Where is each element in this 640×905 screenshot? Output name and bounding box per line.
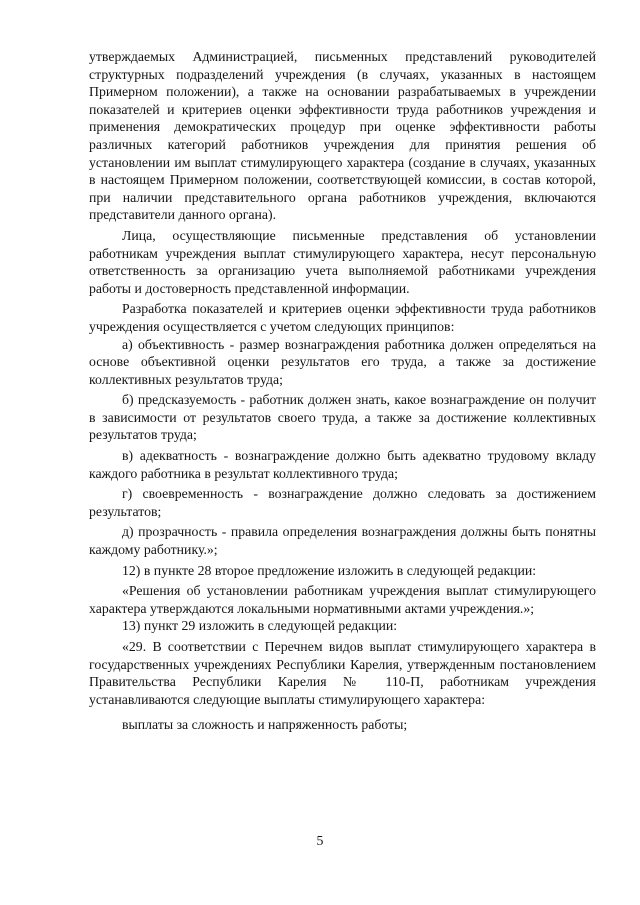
list-item-predictability: б) предсказуемость - работник должен знать, какое вознаграждение он получит в зависимости от результатов своего труда, а также за достижение коллективных результатов труда; xyxy=(89,392,596,443)
paragraph-item-12: 12) в пункте 28 второе предложение изложить в следующей редакции: xyxy=(122,562,537,578)
list-item-transparency: д) прозрачность - правила определения вознаграждения должны быть понятны каждому работнику.»; xyxy=(89,524,596,558)
paragraph-quote-29: «29. В соответствии с Перечнем видов выплат стимулирующего характера в государственных учреждениях Республики Карелия, утвержденным постановлением Правительства Республики Карелия № 110-П, работникам учреждения устанавливаются следующие выплаты стимулирующего характера: xyxy=(89,639,596,707)
paragraph-quote-decisions: «Решения об установлении работникам учреждения выплат стимулирующего характера утверждаются локальными нормативными актами учреждения.»; xyxy=(89,583,596,616)
page-number: 5 xyxy=(316,833,324,848)
paragraph-principles-intro: Разработка показателей и критериев оценки эффективности труда работников учреждения осуществляется с учетом следующих принципов: xyxy=(89,301,596,334)
paragraph-item-13: 13) пункт 29 изложить в следующей редакции: xyxy=(122,618,398,634)
list-item-timeliness: г) своевременность - вознаграждение должно следовать за достижением результатов; xyxy=(89,486,596,519)
list-item-adequacy: в) адекватность - вознаграждение должно быть адекватно трудовому вкладу каждого работника в результат коллективного труда; xyxy=(89,448,596,481)
paragraph-continuation: утверждаемых Администрацией, письменных представлений руководителей структурных подразделений учреждения (в случаях, указанных в настоящем Примерном положении), а также на основании разрабатываемых в учреждении показателей и критериев оценки эффективности труда работников учреждения и применения демократических процедур при оценке эффективности работы различных категорий работников учреждения для принятия решения об установлении им выплат стимулирующего характера (создание в случаях, указанных в настоящем Примерном положении, соответствующей комиссии, в состав которой, при наличии представительного органа работников учреждения, включаются представители данного органа). xyxy=(89,49,596,223)
paragraph-complexity-payments: выплаты за сложность и напряженность работы; xyxy=(122,717,408,733)
paragraph-responsibility: Лица, осуществляющие письменные представления об установлении работникам учреждения выплат стимулирующего характера, несут персональную ответственность за организацию учета выполняемой работниками учреждения работы и достоверность представленной информации. xyxy=(89,227,596,296)
document-body xyxy=(89,48,596,734)
list-item-objectivity: а) объективность - размер вознаграждения работника должен определяться на основе объективной оценки результатов его труда, а также за достижение коллективных результатов труда; xyxy=(89,336,596,387)
